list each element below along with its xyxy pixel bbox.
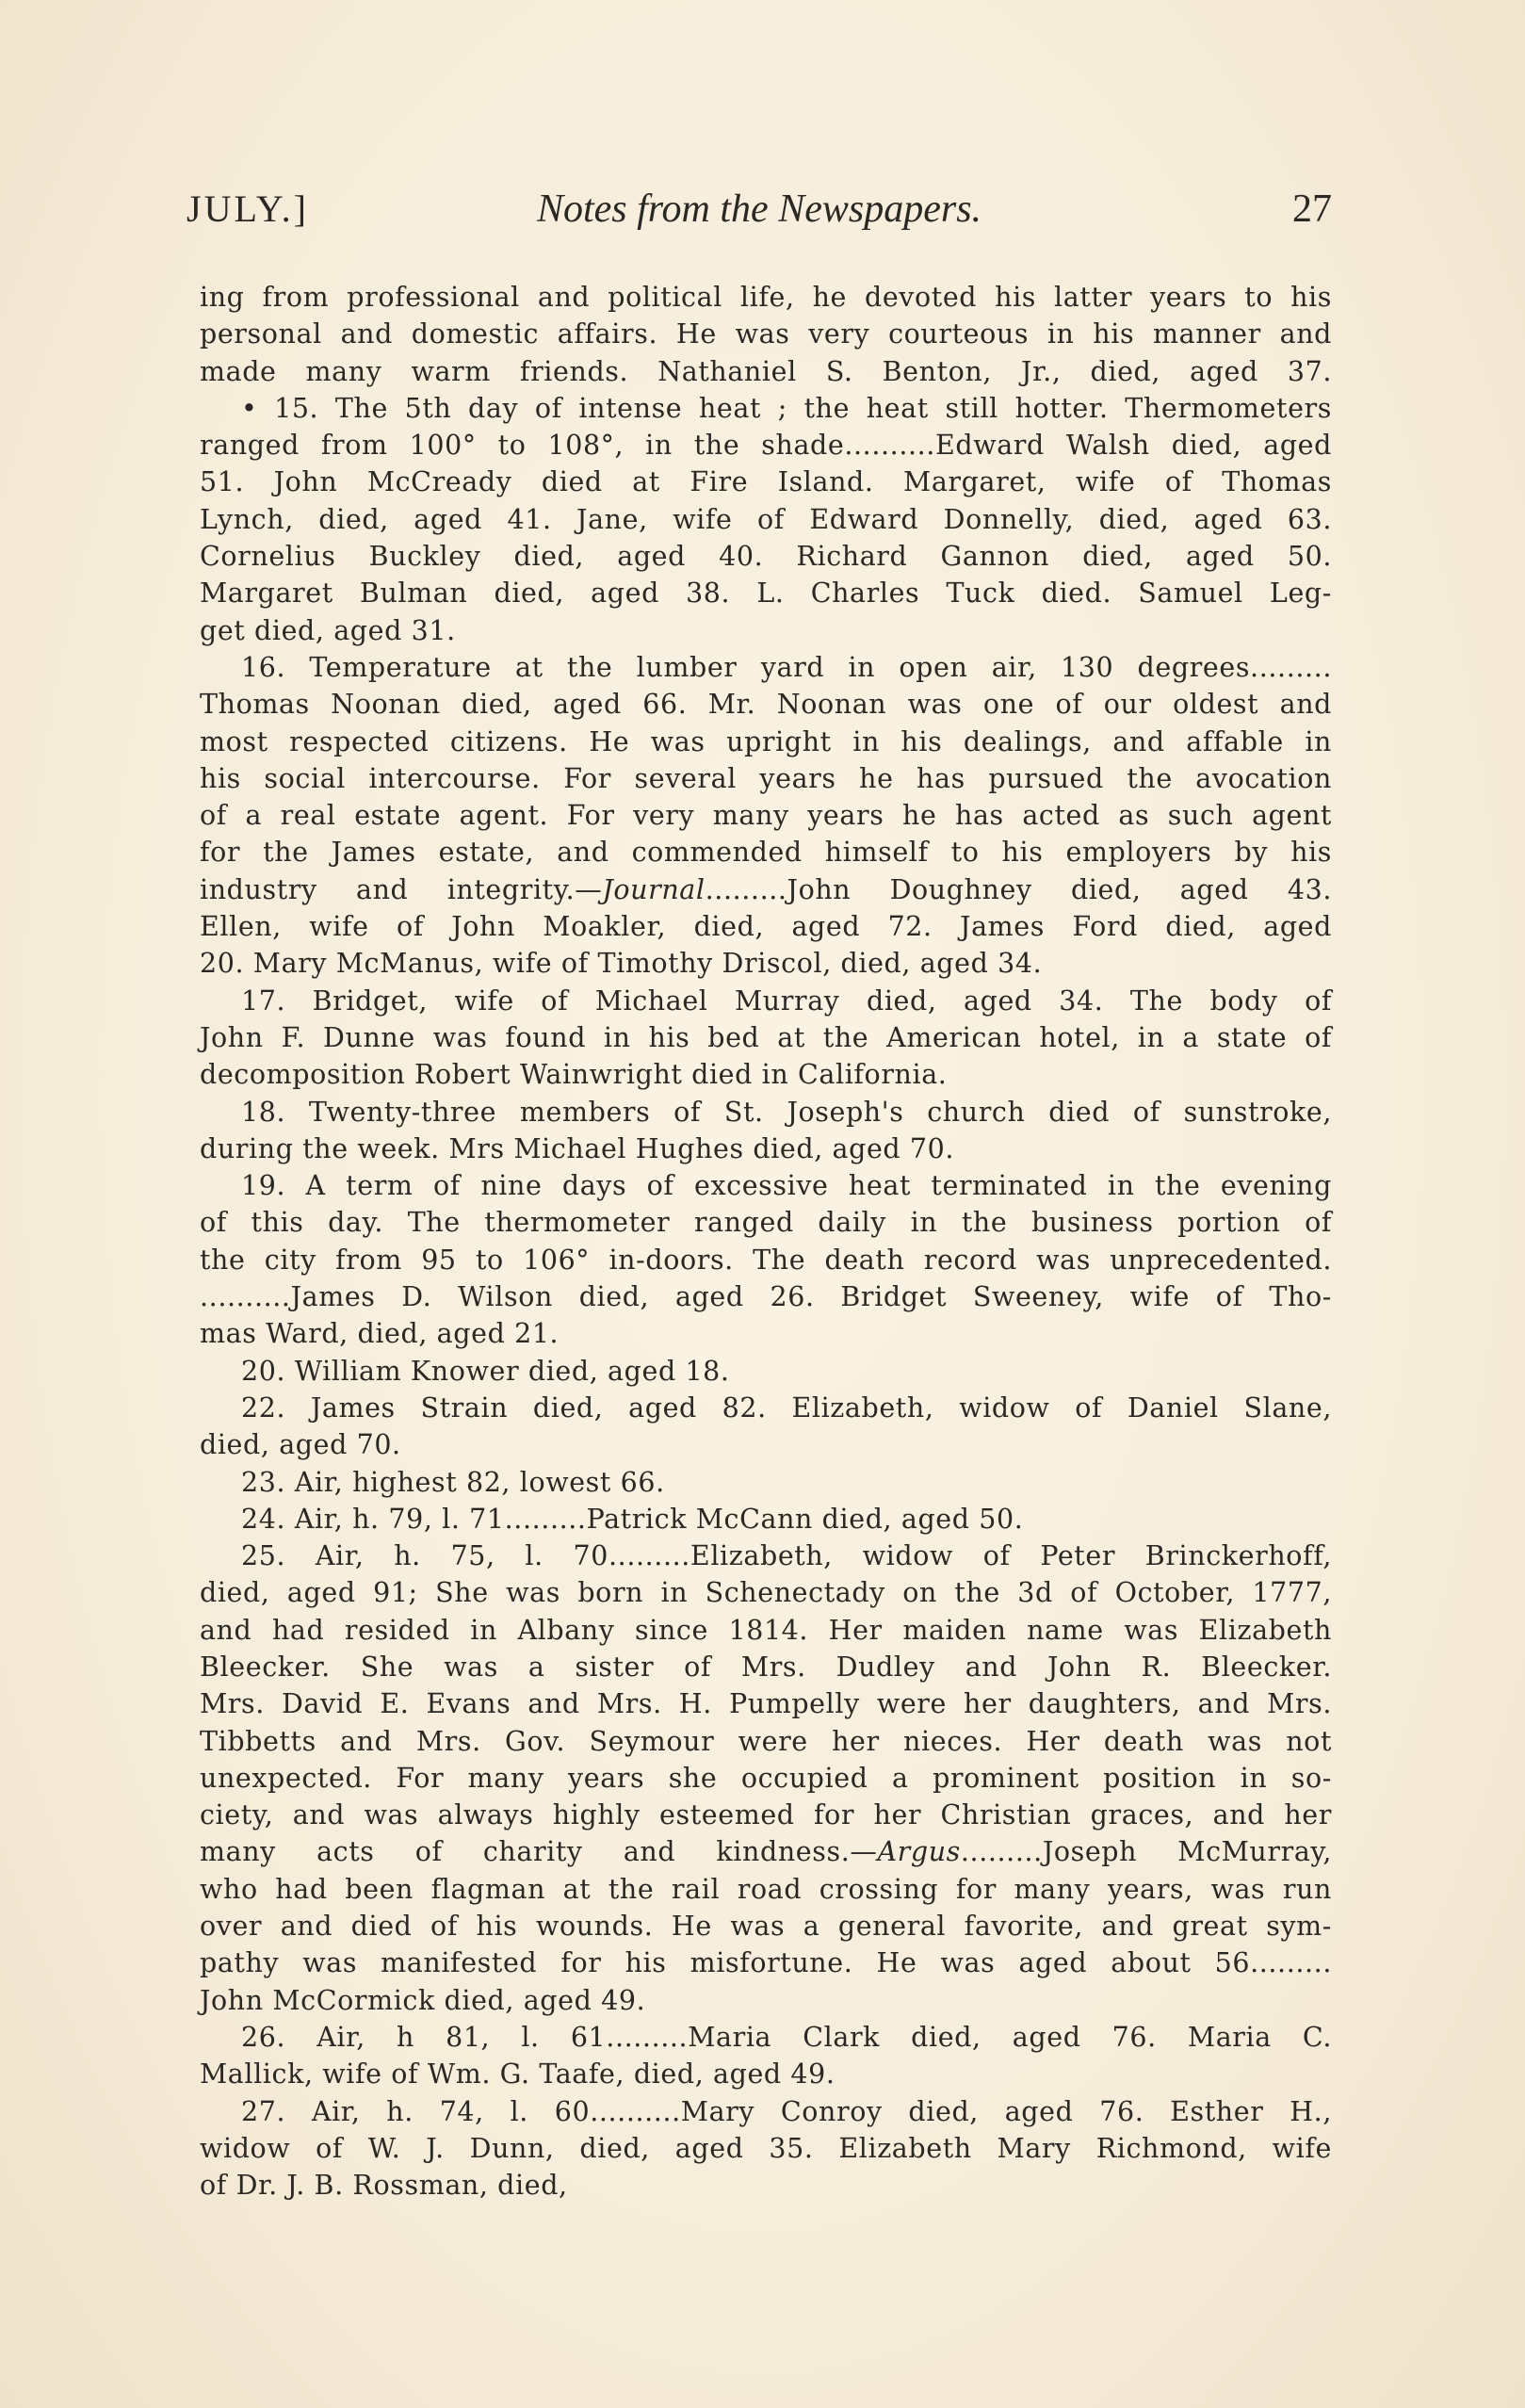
text-line: Bleecker. She was a sister of Mrs. Dudley and John R. Bleecker.	[200, 1651, 1332, 1683]
text-line: Mrs. David E. Evans and Mrs. H. Pumpelly were her daughters, and Mrs.	[200, 1688, 1332, 1720]
text-line: during the week. Mrs Michael Hughes died, aged 70.	[200, 1132, 955, 1164]
text-line: 51. John McCready died at Fire Island. Margaret, wife of Thomas	[200, 466, 1332, 498]
text-line: mas Ward, died, aged 21.	[200, 1318, 560, 1350]
text-line: of a real estate agent. For very many years he has acted as such agent	[200, 800, 1332, 832]
text-line: 17. Bridget, wife of Michael Murray died, aged 34. The body of	[241, 984, 1332, 1017]
header-title: Notes from the Newspapers.	[536, 187, 982, 231]
text-line	[200, 871, 1332, 908]
text-line: ranged from 100° to 108°, in the shade..........Edward Walsh died, aged	[200, 430, 1332, 462]
text-line: decomposition Robert Wainwright died in California.	[200, 1059, 948, 1091]
text-line: Cornelius Buckley died, aged 40. Richard Gannon died, aged 50.	[200, 541, 1332, 573]
text-line: 22. James Strain died, aged 82. Elizabeth, widow of Daniel Slane,	[241, 1391, 1332, 1424]
text-line: made many warm friends. Nathaniel S. Benton, Jr., died, aged 37.	[200, 355, 1332, 387]
header-month: JULY.]	[187, 187, 309, 230]
text-line: ..........James D. Wilson died, aged 26. Bridget Sweeney, wife of Tho-	[200, 1281, 1332, 1313]
text-line: 20. Mary McManus, wife of Timothy Driscol, died, aged 34.	[200, 948, 1043, 980]
text-line: 19. A term of nine days of excessive heat terminated in the evening	[241, 1170, 1332, 1202]
text-line: 27. Air, h. 74, l. 60..........Mary Conroy died, aged 76. Esther H.,	[241, 2095, 1332, 2127]
text-segment: .........John Doughney died, aged 43.	[705, 873, 1332, 905]
text-line: Tibbetts and Mrs. Gov. Seymour were her nieces. Her death was not	[200, 1725, 1332, 1757]
text-line: Lynch, died, aged 41. Jane, wife of Edward Donnelly, died, aged 63.	[200, 503, 1332, 535]
text-line: pathy was manifested for his misfortune. He was aged about 56.........	[200, 1947, 1332, 1979]
text-line: personal and domestic affairs. He was very courteous in his manner and	[200, 318, 1332, 350]
text-line: Mallick, wife of Wm. G. Taafe, died, aged 49.	[200, 2058, 836, 2091]
text-line: 20. William Knower died, aged 18.	[241, 1355, 730, 1387]
text-line: 24. Air, h. 79, l. 71.........Patrick McCann died, aged 50.	[241, 1503, 1024, 1535]
running-header	[187, 187, 1332, 243]
text-line: 23. Air, highest 82, lowest 66.	[241, 1466, 665, 1498]
text-line: of this day. The thermometer ranged daily in the business portion of	[200, 1207, 1332, 1239]
source-citation: Journal	[602, 873, 706, 905]
text-segment: many acts of charity and kindness.—	[200, 1836, 878, 1868]
text-line: Thomas Noonan died, aged 66. Mr. Noonan was one of our oldest and	[200, 689, 1332, 721]
text-line: most respected citizens. He was upright in his dealings, and affable in	[200, 725, 1332, 757]
text-line: his social intercourse. For several years he has pursued the avocation	[200, 762, 1332, 794]
text-line: • 15. The 5th day of intense heat ; the heat still hotter. Thermometers	[241, 392, 1332, 424]
text-line: widow of W. J. Dunn, died, aged 35. Elizabeth Mary Richmond, wife	[200, 2132, 1332, 2164]
text-line: Margaret Bulman died, aged 38. L. Charles Tuck died. Samuel Leg-	[200, 578, 1332, 610]
text-line	[200, 1833, 1332, 1870]
text-segment: industry and integrity.—	[200, 873, 603, 905]
source-citation: Argus	[877, 1836, 961, 1868]
text-line: and had resided in Albany since 1814. Her maiden name was Elizabeth	[200, 1614, 1332, 1646]
text-line: of Dr. J. B. Rossman, died,	[200, 2170, 568, 2202]
text-line: 25. Air, h. 75, l. 70.........Elizabeth, widow of Peter Brinckerhoff,	[241, 1540, 1332, 1572]
text-line: John McCormick died, aged 49.	[200, 1984, 646, 2016]
text-segment: .........Joseph McMurray,	[960, 1836, 1332, 1868]
page-number: 27	[1292, 187, 1332, 231]
text-line: died, aged 70.	[200, 1429, 401, 1461]
text-line: unexpected. For many years she occupied a prominent position in so-	[200, 1762, 1332, 1794]
body-text	[200, 279, 1332, 2204]
text-line: 16. Temperature at the lumber yard in open air, 130 degrees.........	[241, 651, 1332, 683]
text-line: 18. Twenty-three members of St. Joseph's church died of sunstroke,	[241, 1096, 1332, 1128]
text-line: over and died of his wounds. He was a general favorite, and great sym-	[200, 1911, 1332, 1943]
text-line: died, aged 91; She was born in Schenectady on the 3d of October, 1777,	[200, 1577, 1332, 1609]
text-line: Ellen, wife of John Moakler, died, aged 72. James Ford died, aged	[200, 911, 1332, 943]
text-line: ing from professional and political life, he devoted his latter years to his	[200, 282, 1332, 313]
text-line: get died, aged 31.	[200, 614, 456, 646]
text-line: 26. Air, h 81, l. 61.........Maria Clark died, aged 76. Maria C.	[241, 2021, 1332, 2053]
text-line: for the James estate, and commended himself to his employers by his	[200, 837, 1332, 869]
text-line: ciety, and was always highly esteemed for her Christian graces, and her	[200, 1799, 1332, 1831]
text-line: John F. Dunne was found in his bed at the American hotel, in a state of	[200, 1021, 1332, 1053]
text-line: the city from 95 to 106° in-doors. The death record was unprecedented.	[200, 1244, 1332, 1276]
text-line: who had been flagman at the rail road crossing for many years, was run	[200, 1873, 1332, 1905]
